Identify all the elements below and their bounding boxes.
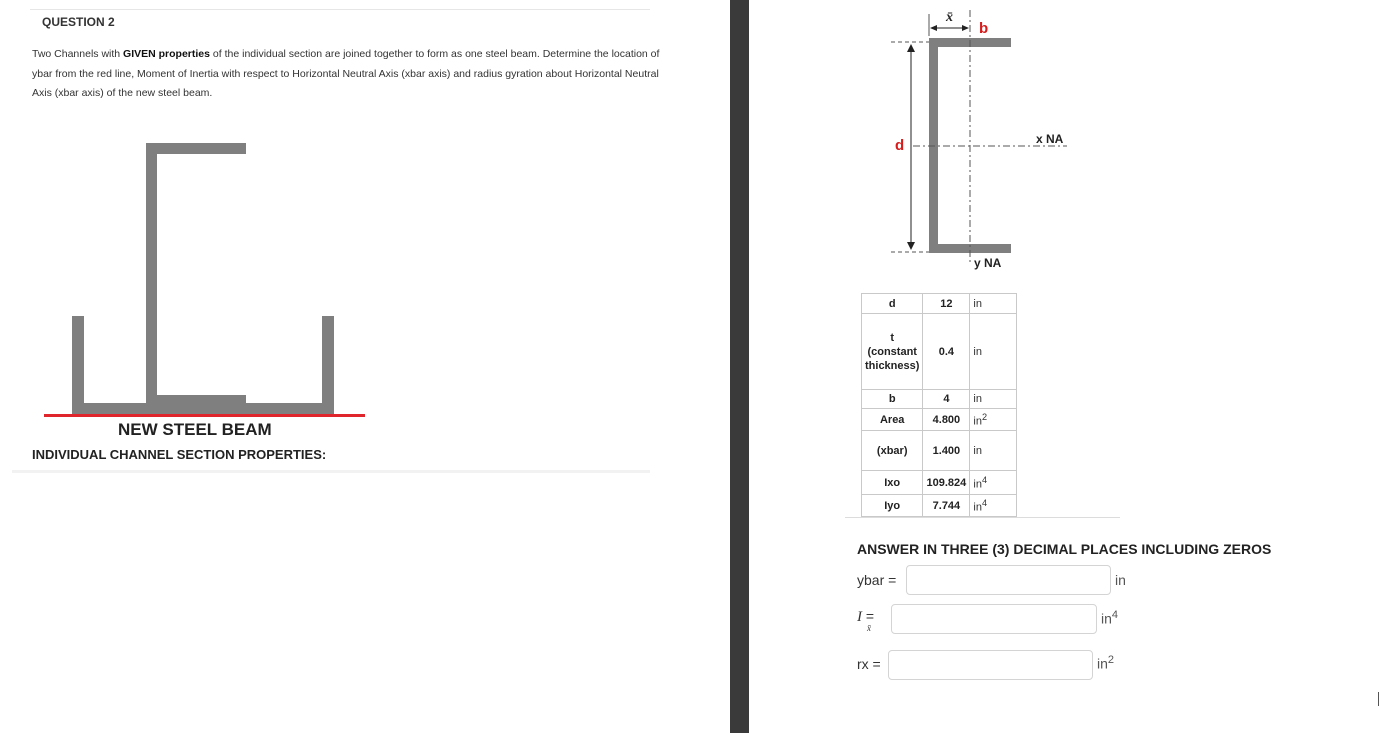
ix-unit: $in^4$ — [1101, 609, 1119, 627]
xbar-arrow-left — [930, 25, 937, 31]
table-row: (xbar) 1.400 in — [862, 431, 1017, 471]
xbar-arrow-right — [962, 25, 969, 31]
channel-section-diagram — [749, 0, 1381, 290]
question-text: Two Channels with GIVEN properties of the individual section are joined together to form as one steel beam. Determine the location of ybar from the red line, Moment of Inertia with respect to Horizontal Neutral Axis (xbar axis) and radius gyration about Horizontal Neutral Axis (xbar axis) of the new steel beam. — [32, 48, 660, 99]
right-channel-web — [322, 316, 334, 416]
b-label: b — [979, 20, 989, 37]
page-divider — [730, 0, 749, 733]
center-channel-top-flange — [146, 143, 246, 154]
depth-arrow-top — [907, 44, 915, 52]
ix-label: I x̄ = — [857, 608, 875, 633]
text-cursor — [1378, 692, 1379, 706]
x-na-label: x NA — [1036, 132, 1064, 146]
ybar-label: ybar = — [857, 572, 897, 588]
beam-caption: NEW STEEL BEAM — [118, 420, 272, 439]
left-channel-web — [72, 316, 84, 416]
table-divider — [845, 517, 1120, 518]
new-steel-beam-figure — [0, 0, 730, 470]
table-row: Area 4.800 $in^2$ — [862, 409, 1017, 431]
center-channel-bottom-flange — [146, 395, 246, 416]
table-row: t (constant thickness) 0.4 in — [862, 314, 1017, 390]
given-properties-emphasis: GIVEN properties — [123, 48, 210, 60]
answer-heading: ANSWER IN THREE (3) DECIMAL PLACES INCLUDING ZEROS — [857, 541, 1272, 557]
d-label: d — [895, 137, 905, 154]
table-row: d 12 in — [862, 294, 1017, 314]
depth-arrow-bottom — [907, 242, 915, 250]
xbar-label: x̄ — [946, 10, 953, 25]
center-channel-web — [146, 143, 157, 416]
table-row: b 4 in — [862, 390, 1017, 409]
properties-heading: INDIVIDUAL CHANNEL SECTION PROPERTIES: — [32, 447, 327, 462]
ybar-input[interactable] — [906, 565, 1111, 595]
rx-input[interactable] — [888, 650, 1093, 680]
bottom-divider — [12, 470, 650, 473]
red-reference-line — [44, 414, 365, 417]
rx-label: rx = — [857, 656, 881, 672]
table-row: Iyo 7.744 $in^4$ — [862, 495, 1017, 517]
question-title: QUESTION 2 — [42, 15, 115, 29]
y-na-label: y NA — [974, 256, 1002, 270]
rx-unit: $in^2$ — [1097, 654, 1115, 672]
answer-panel — [749, 0, 1381, 733]
ybar-unit: in — [1115, 572, 1126, 588]
properties-table — [861, 293, 1017, 517]
ix-input[interactable] — [891, 604, 1097, 634]
table-row: Ixo 109.824 $in^4$ — [862, 471, 1017, 495]
